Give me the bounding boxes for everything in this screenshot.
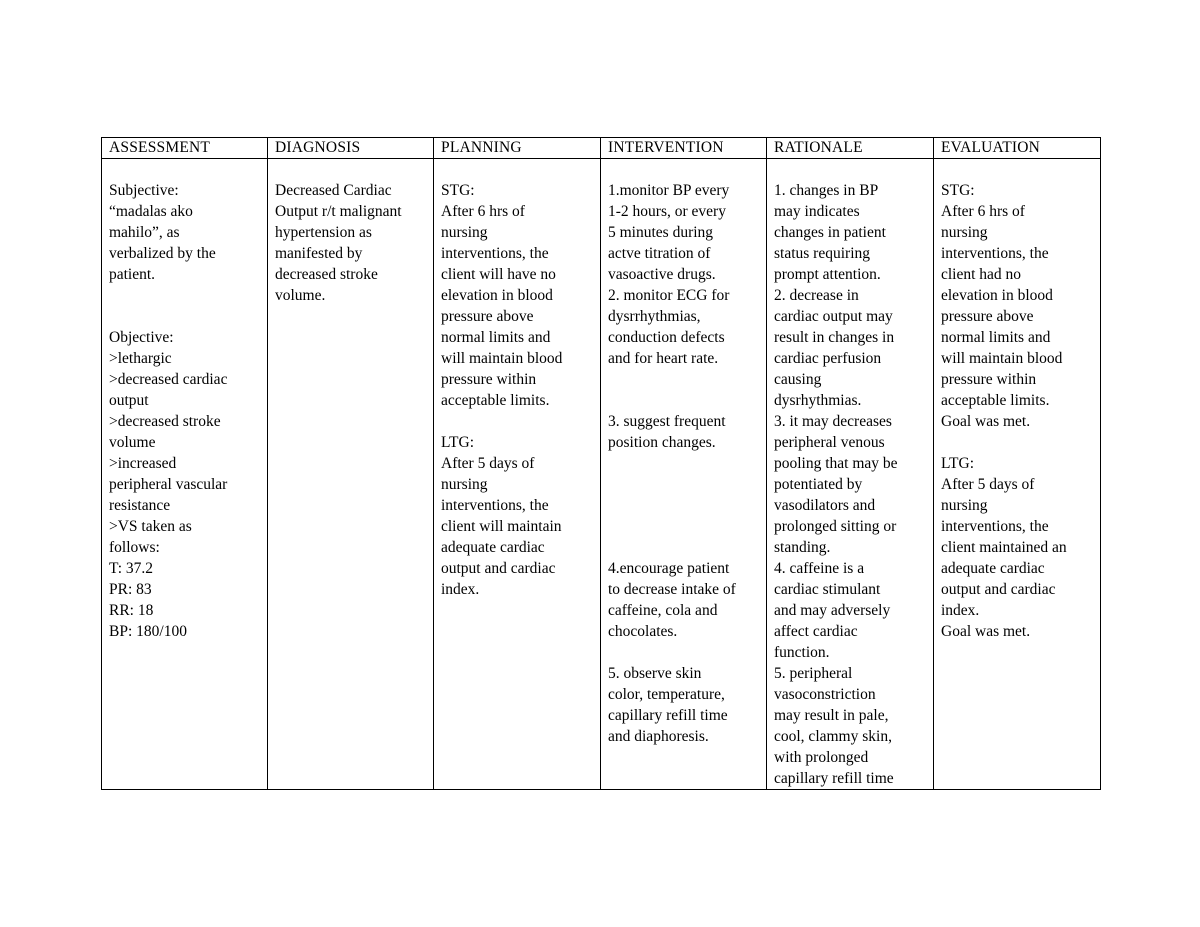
cell-text-line: After 5 days of [941, 476, 1035, 493]
cell-text-line: decreased stroke [275, 266, 378, 283]
cell-text-line: interventions, the [441, 245, 549, 262]
header-planning: PLANNING [434, 138, 601, 159]
cell-text-line: volume [109, 434, 156, 451]
cell-text-line: PR: 83 [109, 581, 152, 598]
cell-text-line: nursing [941, 497, 988, 514]
cell-text-line: result in changes in [774, 329, 895, 346]
cell-text-line [608, 369, 760, 390]
cell-text-line: caffeine, cola and [608, 602, 718, 619]
cell-text-line: interventions, the [941, 245, 1049, 262]
cell-text-line: standing. [774, 539, 831, 556]
cell-text-line: client maintained an [941, 539, 1067, 556]
cell-text-line: verbalized by the [109, 245, 216, 262]
cell-text-line: changes in patient [774, 224, 886, 241]
nursing-care-plan-table [101, 137, 1101, 790]
cell-text-line: acceptable limits. [441, 392, 550, 409]
cell-text-line [608, 537, 760, 558]
cell-text-line [608, 642, 760, 663]
cell-text-line: 1. changes in BP [774, 182, 879, 199]
cell-text-line: with prolonged [774, 749, 869, 766]
cell-text-line: function. [774, 644, 830, 661]
cell-text-line: vasodilators and [774, 497, 876, 514]
cell-text-line: >lethargic [109, 350, 172, 367]
cell-text-line: and diaphoresis. [608, 728, 709, 745]
cell-text-line: pressure within [941, 371, 1037, 388]
cell-text-line [608, 390, 760, 411]
cell-text-line: will maintain blood [941, 350, 1063, 367]
cell-text-line [109, 306, 261, 327]
cell-text-line: 2. decrease in [774, 287, 859, 304]
rationale-cell [767, 159, 934, 790]
cell-text-line: STG: [441, 182, 475, 199]
cell-text-line: RR: 18 [109, 602, 154, 619]
cell-text-line: STG: [941, 182, 975, 199]
cell-text-line: 5. peripheral [774, 665, 853, 682]
cell-text-line: index. [441, 581, 480, 598]
cell-text-line: 4. caffeine is a [774, 560, 865, 577]
cell-text-line: status requiring [774, 245, 870, 262]
cell-text-line: normal limits and [941, 329, 1051, 346]
cell-text-line: Goal was met. [941, 413, 1031, 430]
cell-text-line: Output r/t malignant [275, 203, 402, 220]
cell-text-line: LTG: [941, 455, 975, 472]
cell-text-line: cool, clammy skin, [774, 728, 892, 745]
cell-text-line: dysrrhythmias, [608, 308, 701, 325]
cell-text-line: Decreased Cardiac [275, 182, 392, 199]
cell-text-line: adequate cardiac [941, 560, 1045, 577]
cell-text-line: may result in pale, [774, 707, 889, 724]
cell-text-line: will maintain blood [441, 350, 563, 367]
cell-text-line: peripheral vascular [109, 476, 228, 493]
cell-text-line: cardiac perfusion [774, 350, 882, 367]
cell-text-line: nursing [941, 224, 988, 241]
cell-text-line: 1-2 hours, or every [608, 203, 726, 220]
cell-text-line: and may adversely [774, 602, 891, 619]
header-intervention: INTERVENTION [601, 138, 767, 159]
cell-text-line: causing [774, 371, 822, 388]
cell-text-line: nursing [441, 224, 488, 241]
cell-text-line: 3. it may decreases [774, 413, 892, 430]
cell-text-line: output [109, 392, 149, 409]
cell-text-line: >increased [109, 455, 177, 472]
cell-text-line [608, 516, 760, 537]
cell-text-line: acceptable limits. [941, 392, 1050, 409]
cell-text-line [608, 474, 760, 495]
cell-text-line [109, 285, 261, 306]
planning-cell [434, 159, 601, 790]
cell-text-line [941, 432, 1094, 453]
cell-text-line: adequate cardiac [441, 539, 545, 556]
cell-text-line: Objective: [109, 329, 174, 346]
cell-text-line: After 6 hrs of [941, 203, 1025, 220]
cell-text-line: position changes. [608, 434, 716, 451]
cell-text-line: pressure above [941, 308, 1034, 325]
cell-text-line [441, 411, 594, 432]
cell-text-line: output and cardiac [941, 581, 1056, 598]
cell-text-line: prolonged sitting or [774, 518, 897, 535]
cell-text-line: peripheral venous [774, 434, 885, 451]
intervention-cell [601, 159, 767, 790]
cell-text-line: normal limits and [441, 329, 551, 346]
cell-text-line: LTG: [441, 434, 475, 451]
cell-text-line: >decreased stroke [109, 413, 221, 430]
cell-text-line: affect cardiac [774, 623, 858, 640]
cell-text-line: may indicates [774, 203, 860, 220]
cell-text-line: potentiated by [774, 476, 863, 493]
cell-text-line: cardiac stimulant [774, 581, 881, 598]
cell-text-line: follows: [109, 539, 160, 556]
cell-text-line: interventions, the [441, 497, 549, 514]
cell-text-line: index. [941, 602, 980, 619]
cell-text-line: actve titration of [608, 245, 711, 262]
header-assessment: ASSESSMENT [102, 138, 268, 159]
cell-text-line: 5. observe skin [608, 665, 702, 682]
cell-text-line: >VS taken as [109, 518, 192, 535]
cell-text-line: pressure within [441, 371, 537, 388]
diagnosis-cell [268, 159, 434, 790]
cell-text-line: Goal was met. [941, 623, 1031, 640]
cell-text-line: color, temperature, [608, 686, 725, 703]
cell-text-line: hypertension as [275, 224, 372, 241]
cell-text-line: pooling that may be [774, 455, 898, 472]
header-diagnosis: DIAGNOSIS [268, 138, 434, 159]
content-row [102, 159, 1101, 790]
cell-text-line: to decrease intake of [608, 581, 736, 598]
header-row [102, 138, 1101, 159]
cell-text-line: Subjective: [109, 182, 179, 199]
cell-text-line: client will have no [441, 266, 556, 283]
cell-text-line: client had no [941, 266, 1022, 283]
cell-text-line: output and cardiac [441, 560, 556, 577]
cell-text-line: elevation in blood [441, 287, 553, 304]
cell-text-line: dysrhythmias. [774, 392, 862, 409]
cell-text-line: After 5 days of [441, 455, 535, 472]
cell-text-line: pressure above [441, 308, 534, 325]
cell-text-line: nursing [441, 476, 488, 493]
cell-text-line: 1.monitor BP every [608, 182, 730, 199]
cell-text-line: capillary refill time [608, 707, 728, 724]
cell-text-line: 4.encourage patient [608, 560, 730, 577]
cell-text-line: 2. monitor ECG for [608, 287, 730, 304]
cell-text-line: After 6 hrs of [441, 203, 525, 220]
cell-text-line: “madalas ako [109, 203, 193, 220]
header-evaluation: EVALUATION [934, 138, 1101, 159]
cell-text-line: vasoconstriction [774, 686, 876, 703]
cell-text-line: cardiac output may [774, 308, 893, 325]
cell-text-line: mahilo”, as [109, 224, 180, 241]
cell-text-line: client will maintain [441, 518, 562, 535]
cell-text-line [608, 495, 760, 516]
cell-text-line: 3. suggest frequent [608, 413, 726, 430]
cell-text-line: volume. [275, 287, 326, 304]
cell-text-line: manifested by [275, 245, 363, 262]
cell-text-line: elevation in blood [941, 287, 1053, 304]
cell-text-line: conduction defects [608, 329, 725, 346]
cell-text-line: capillary refill time [774, 770, 894, 787]
cell-text-line: 5 minutes during [608, 224, 714, 241]
cell-text-line: vasoactive drugs. [608, 266, 716, 283]
cell-text-line: prompt attention. [774, 266, 881, 283]
header-rationale: RATIONALE [767, 138, 934, 159]
cell-text-line: resistance [109, 497, 171, 514]
cell-text-line: BP: 180/100 [109, 623, 187, 640]
cell-text-line [608, 453, 760, 474]
evaluation-cell [934, 159, 1101, 790]
cell-text-line: >decreased cardiac [109, 371, 228, 388]
cell-text-line: and for heart rate. [608, 350, 719, 367]
assessment-cell [102, 159, 268, 790]
cell-text-line: T: 37.2 [109, 560, 154, 577]
cell-text-line: chocolates. [608, 623, 678, 640]
cell-text-line: interventions, the [941, 518, 1049, 535]
cell-text-line: patient. [109, 266, 156, 283]
